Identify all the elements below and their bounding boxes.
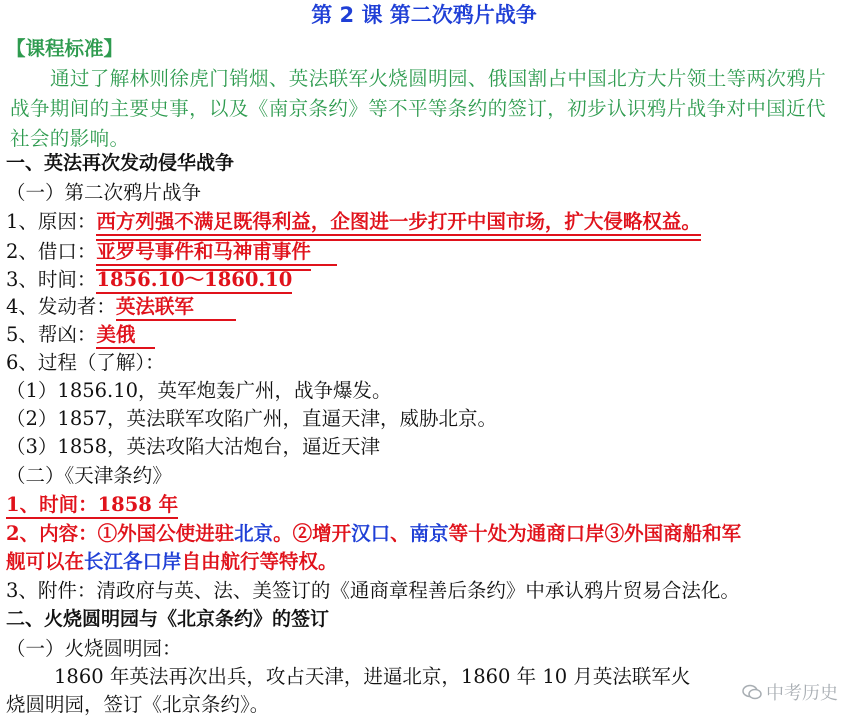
section2-para-line-1-text: 1860 年英法再次出兵，攻占天津，进逼北京，1860 年 10 月英法联军 (54, 665, 671, 688)
section1-sub2: （二）《天津条约》 (6, 464, 172, 487)
initiator-line (6, 294, 842, 322)
appendix-line (6, 578, 842, 606)
time-value: 1856.10～1860.10 (96, 268, 292, 294)
initiator-underline-tail (194, 299, 236, 321)
content-nanjing: 南京 (409, 522, 449, 545)
lesson-title: 第 2 课 第二次鸦片战争 (311, 3, 537, 27)
cause-line (6, 209, 842, 237)
section2-para-line-2: 烧圆明园，签订《北京条约》。 (6, 693, 270, 716)
section1-heading: 一、英法再次发动侵华战争 (6, 152, 235, 174)
section1-sub1: （一）第二次鸦片战争 (6, 181, 202, 204)
content-comma: 、 (390, 522, 410, 545)
content-line2-a: 舰可以在 (6, 550, 85, 573)
content-prefix: 2、内容：①外国公使进驻 (6, 522, 235, 545)
accomplice-value: 美俄 (96, 323, 135, 349)
accomplice-label: 5、帮凶： (6, 323, 97, 346)
content-hankou: 汉口 (351, 522, 391, 545)
treaty-content-line-1 (6, 521, 842, 549)
course-standard-text: 通过了解林则徐虎门销烟、英法联军火烧圆明园、俄国割占中国北方大片领土等两次鸦片战争期间的主要史事，以及《南京条约》等不平等条约的签订，初步认识鸦片战争对中国近代社会的影响。 (10, 67, 827, 150)
appendix-text: 清政府与英、法、美签订的《通商章程善后条约》中承认鸦片贸易合法化。 (96, 579, 740, 602)
appendix-label: 3、附件： (6, 579, 97, 602)
section2-para-line-1 (54, 664, 842, 692)
content-mid1: 。②增开 (273, 522, 352, 545)
watermark-text: 中考历史 (766, 683, 838, 704)
cause-value: 西方列强不满足既得利益，企图进一步打开中国市场，扩大侵略权益。 (96, 210, 701, 236)
treaty-time (6, 492, 842, 520)
accomplice-underline-tail (135, 327, 155, 349)
accomplice-line (6, 322, 842, 350)
initiator-value: 英法联军 (116, 295, 194, 321)
section2-para-line-1-tail: 火 (670, 665, 691, 688)
treaty-time-text: 1、时间：1858 年 (6, 493, 178, 519)
time-label: 3、时间： (6, 268, 97, 291)
content-beijing: 北京 (234, 522, 274, 545)
time-line (6, 267, 842, 295)
pretext-value: 亚罗号事件和马神甫事件 (96, 240, 311, 266)
content-mid2: 等十处为通商口岸③外国商船和军 (448, 522, 742, 545)
section2-heading: 二、火烧圆明园与《北京条约》的签订 (6, 608, 330, 630)
cause-label: 1、原因： (6, 210, 97, 233)
initiator-label: 4、发动者： (6, 295, 116, 318)
process-item-2: （2）1857，英法联军攻陷广州，直逼天津，威胁北京。 (6, 407, 498, 430)
pretext-label: 2、借口： (6, 240, 97, 263)
process-item-1: （1）1856.10，英军炮轰广州，战争爆发。 (6, 379, 392, 402)
wechat-icon (742, 684, 762, 700)
process-label: 6、过程（了解）： (6, 351, 165, 374)
content-line2-b: 自由航行等特权。 (181, 550, 338, 573)
pretext-underline-tail (311, 244, 337, 266)
course-standard-label: 【课程标准】 (6, 37, 124, 60)
treaty-content-line-2 (6, 549, 842, 577)
section2-sub1: （一）火烧圆明园： (6, 637, 182, 660)
process-item-3: （3）1858，英法攻陷大沽炮台，逼近天津 (6, 435, 381, 458)
pretext-line (6, 239, 842, 267)
content-changjiang: 长江各口岸 (84, 550, 182, 573)
watermark (742, 679, 838, 705)
